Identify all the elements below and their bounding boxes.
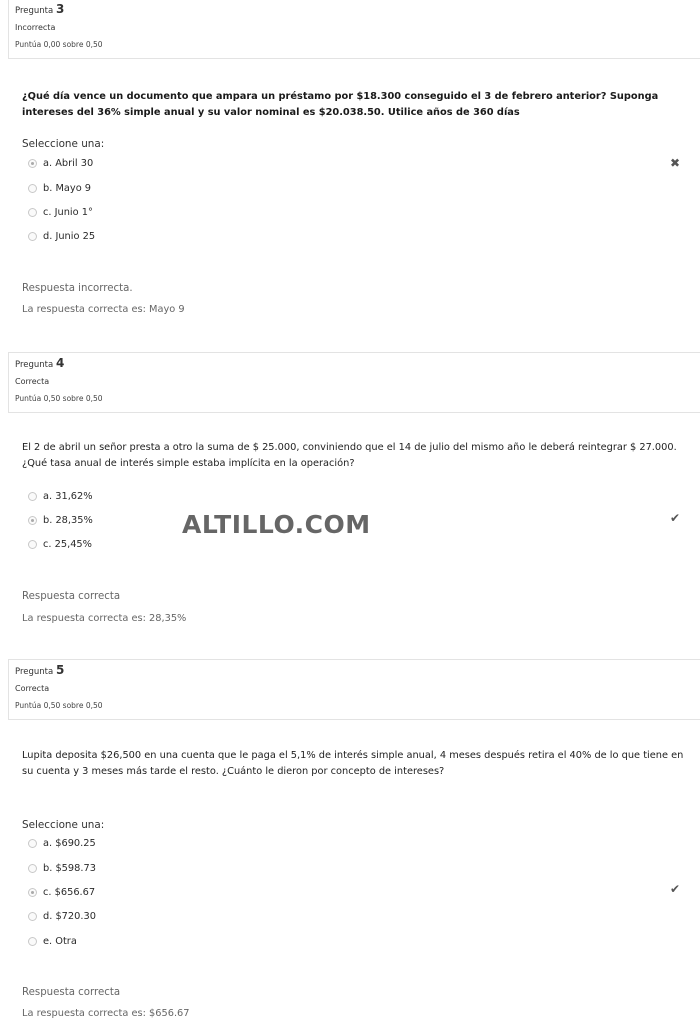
radio-button[interactable] xyxy=(28,912,37,921)
question-state: Incorrecta xyxy=(15,23,56,32)
question-5-feedback: Respuesta correcta xyxy=(22,987,121,998)
option-e[interactable]: e. Otra xyxy=(28,933,77,949)
radio-button[interactable] xyxy=(28,937,37,946)
question-5-text: Lupita deposita $26,500 en una cuenta que le paga el 5,1% de interés simple anual, 4 meses después retira el 40% de lo que tiene en su cuenta y 3 meses más tarde el resto. ¿Cuánto le dieron por concepto de intereses? xyxy=(22,750,684,777)
question-4-feedback: Respuesta correcta xyxy=(22,591,121,602)
radio-button[interactable] xyxy=(28,184,37,193)
radio-button[interactable] xyxy=(28,159,37,168)
radio-button[interactable] xyxy=(28,516,37,525)
question-number: Pregunta 4 xyxy=(15,356,65,370)
question-3-text: ¿Qué día vence un documento que ampara un préstamo por $18.300 conseguido el 3 de febrero anterior? Suponga intereses del 36% simple anual y su valor nominal es $20.038.50. Utilice años de 360 días xyxy=(22,91,659,118)
radio-button[interactable] xyxy=(28,888,37,897)
question-grade: Puntúa 0,50 sobre 0,50 xyxy=(15,701,103,710)
question-grade: Puntúa 0,50 sobre 0,50 xyxy=(15,394,103,403)
question-3-right-answer: La respuesta correcta es: Mayo 9 xyxy=(22,304,185,315)
question-number: Pregunta 3 xyxy=(15,2,65,16)
question-grade: Puntúa 0,00 sobre 0,50 xyxy=(15,40,103,49)
option-c[interactable]: c. $656.67 xyxy=(28,884,95,900)
option-a[interactable]: a. $690.25 xyxy=(28,835,96,851)
radio-button[interactable] xyxy=(28,492,37,501)
question-3-prompt: Seleccione una: xyxy=(22,138,105,150)
radio-button[interactable] xyxy=(28,839,37,848)
option-a[interactable]: a. Abril 30 xyxy=(28,155,93,171)
option-a[interactable]: a. 31,62% xyxy=(28,488,93,504)
question-5-info xyxy=(8,659,700,720)
incorrect-icon: ✖ xyxy=(670,156,681,170)
option-d[interactable]: d. $720.30 xyxy=(28,908,96,924)
question-4-info xyxy=(8,352,700,413)
question-number: Pregunta 5 xyxy=(15,663,65,677)
option-d[interactable]: d. Junio 25 xyxy=(28,228,95,244)
watermark: ALTILLO.COM xyxy=(182,510,371,539)
option-c[interactable]: c. Junio 1° xyxy=(28,204,93,220)
correct-icon: ✔ xyxy=(670,882,681,896)
radio-button[interactable] xyxy=(28,232,37,241)
question-5-prompt: Seleccione una: xyxy=(22,819,105,831)
option-b[interactable]: b. $598.73 xyxy=(28,860,96,876)
option-b[interactable]: b. 28,35% xyxy=(28,512,93,528)
question-5-right-answer: La respuesta correcta es: $656.67 xyxy=(22,1008,190,1019)
option-c[interactable]: c. 25,45% xyxy=(28,536,92,552)
radio-button[interactable] xyxy=(28,208,37,217)
radio-button[interactable] xyxy=(28,864,37,873)
option-b[interactable]: b. Mayo 9 xyxy=(28,180,91,196)
question-3-feedback: Respuesta incorrecta. xyxy=(22,283,133,294)
question-4-text: El 2 de abril un señor presta a otro la suma de $ 25.000, conviniendo que el 14 de julio del mismo año le deberá reintegrar $ 27.000. ¿Qué tasa anual de interés simple estaba implícita en la operación? xyxy=(22,442,677,469)
question-3-info xyxy=(8,0,700,59)
radio-button[interactable] xyxy=(28,540,37,549)
question-state: Correcta xyxy=(15,377,50,386)
question-state: Correcta xyxy=(15,684,50,693)
correct-icon: ✔ xyxy=(670,511,681,525)
question-4-right-answer: La respuesta correcta es: 28,35% xyxy=(22,613,187,624)
